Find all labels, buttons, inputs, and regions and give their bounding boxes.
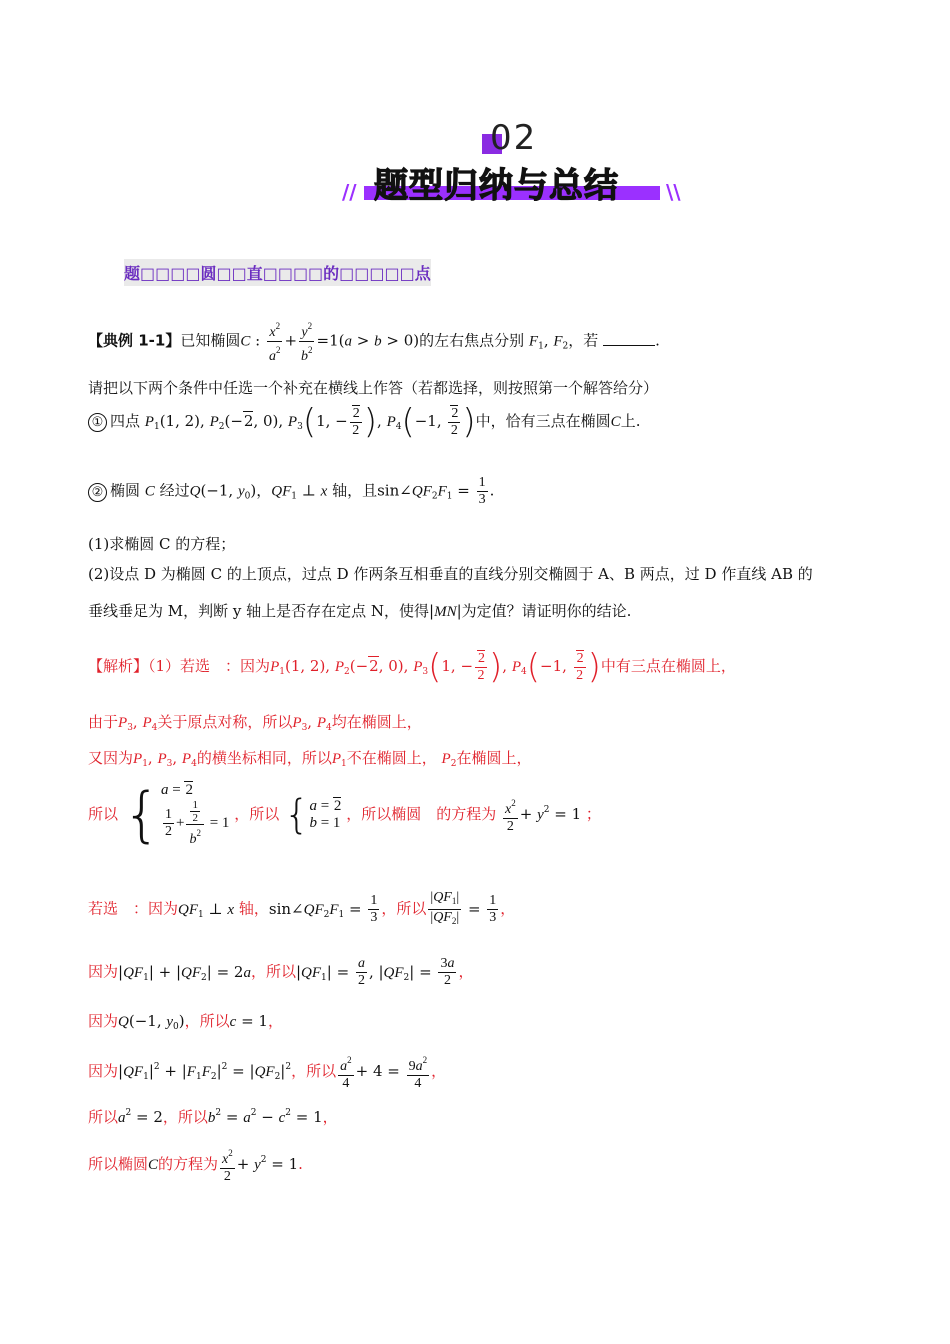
solution-line-2: 由于$P_3$, $P_4$关于原点对称，所以$P_3$, $P_4$均在椭圆上，	[88, 713, 422, 733]
answer-blank[interactable]	[603, 331, 655, 346]
condition-1: ① 四点 $P_1(1$, 2), $P_2(-2$, 0), $P_3(1$, − $\frac{2}{2}$ ), $P_4(-1$, $\frac{2}{2}$ )中，恰有三点在椭圆C上.	[88, 405, 640, 439]
solution-line-9: 所以$a^2 = 2$，所以$b^2 = a^2 - c^2 = 1$，	[88, 1108, 338, 1126]
condition-2: ② 椭圆 C 经过Q(−1, $y_0$)，$QF_1$ ⊥ x 轴，且$\sin\angle QF_2F_1$ = $\frac{1}{3}$ .	[88, 475, 494, 508]
title-banner	[340, 118, 690, 210]
instruction-text: 请把以下两个条件中任选一个补充在横线上作答（若都选择，则按照第一个解答给分）	[88, 379, 659, 397]
solution-line-1: 【解析】（1）若选 ：因为$P_1(1$, 2), $P_2(-2$, 0), $P_3(1$, − $\frac{2}{2}$ ), $P_4(-1$, $\frac{2}{2}$ )中有三点在椭圆上，	[88, 647, 736, 687]
question-1: (1)求椭圆 C 的方程；	[88, 535, 236, 553]
solution-line-5: 若选 ：因为$QF_1$ ⊥ x 轴，$\sin\angle QF_2F_1$ = $\frac{1}{3}$ ，所以 $\frac{|QF_1|}{|QF_2|}$ = $\frac{1}{3}$ ，	[88, 890, 516, 926]
example-label: 【典例 1-1】	[88, 331, 181, 350]
slash-decoration-right: \\	[666, 180, 681, 204]
page-title: 题型归纳与总结	[374, 166, 619, 206]
solution-line-10: 所以椭圆C的方程为 $\frac{x^2}{2}$ + $y^2 = 1$.	[88, 1145, 303, 1185]
slash-decoration-left: //	[342, 180, 357, 204]
solution-line-7: 因为Q(−1, $y_0$)，所以c = 1，	[88, 1012, 283, 1032]
solution-line-6: 因为$|QF_1| + |QF_2| = 2a$，所以$|QF_1|$ = $\frac{a}{2}$ , $|QF_2|$ = $\frac{3a}{2}$ ，	[88, 956, 474, 988]
solution-line-3: 又因为$P_1$, $P_3$, $P_4$的横坐标相同，所以$P_1$不在椭圆上， $P_2$在椭圆上，	[88, 749, 532, 769]
example-intro-line: 【典例 1-1】已知椭圆C : $\frac{x^2}{a^2}$ + $\frac{y^2}{b^2}$ =1(a > b > 0)的左右焦点分别 $F_1$, $F_2$，若 .	[88, 318, 660, 365]
solution-line-4: 所以 { a = 2 $\frac{1}{2}$ + $\frac{\frac{1}{2}}{b^2}$ = 1 ，所以 { a = 2 b = 1 ，所以椭圆 的方程为 $\frac{x^2}{2}$ + $y^2 = 1$ ；	[88, 780, 601, 850]
solution-line-8: 因为$|QF_1|^2 + |F_1F_2|^2 = |QF_2|^2$，所以 $\frac{a^2}{4}$ + 4 = $\frac{9a^2}{4}$ ，	[88, 1052, 446, 1092]
solution-label: 【解析】	[88, 657, 149, 675]
question-2-line-2: 垂线垂足为 M，判断 y 轴上是否存在定点 N，使得|MN|为定值？请证明你的结论.	[88, 602, 632, 620]
section-heading: 题□□□□圆□□直□□□□的□□□□□点	[124, 259, 431, 286]
section-number: 02	[490, 118, 538, 158]
question-2-line-1: (2)设点 D 为椭圆 C 的上顶点，过点 D 作两条互相垂直的直线分别交椭圆于 A、B 两点，过 D 作直线 AB 的	[88, 565, 813, 583]
